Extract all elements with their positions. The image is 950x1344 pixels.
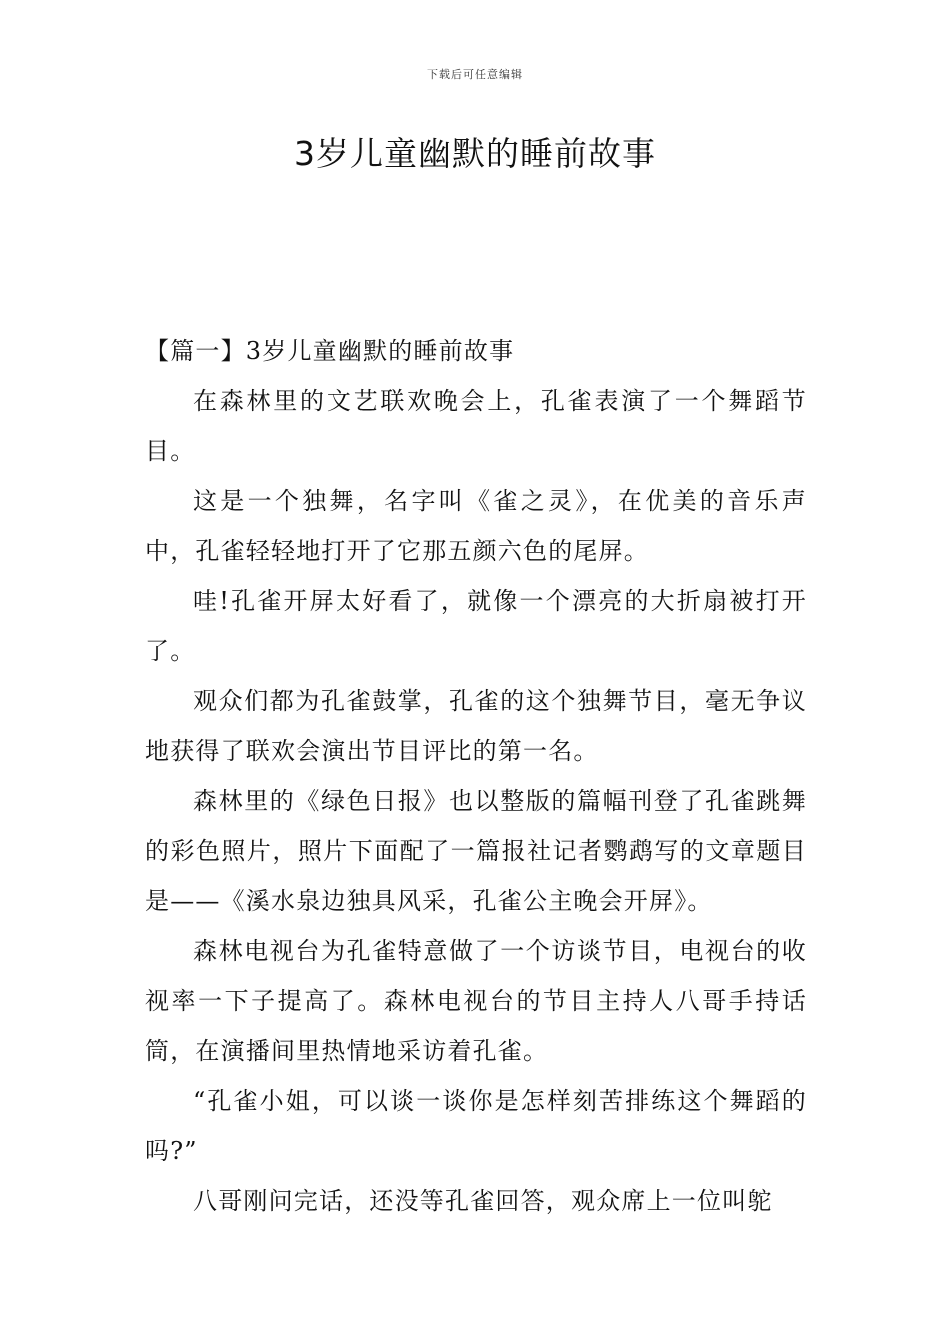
story-body — [145, 326, 807, 1226]
paragraph: 在森林里的文艺联欢晚会上，孔雀表演了一个舞蹈节目。 — [145, 387, 807, 465]
header-note: 下载后可任意编辑 — [427, 68, 523, 81]
paragraph: 这是一个独舞，名字叫《雀之灵》，在优美的音乐声中，孔雀轻轻地打开了它那五颜六色的尾屏。 — [145, 487, 807, 565]
section-heading: 【篇一】3岁儿童幽默的睡前故事 — [145, 337, 515, 365]
paragraph: 观众们都为孔雀鼓掌，孔雀的这个独舞节目，毫无争议地获得了联欢会演出节目评比的第一名。 — [145, 687, 807, 765]
paragraph: 森林电视台为孔雀特意做了一个访谈节目，电视台的收视率一下子提高了。森林电视台的节目主持人八哥手持话筒，在演播间里热情地采访着孔雀。 — [145, 937, 807, 1065]
paragraph: “孔雀小姐，可以谈一谈你是怎样刻苦排练这个舞蹈的吗?” — [145, 1087, 807, 1165]
paragraph: 八哥刚问完话，还没等孔雀回答，观众席上一位叫鸵 — [193, 1187, 773, 1215]
paragraph: 哇!孔雀开屏太好看了，就像一个漂亮的大折扇被打开了。 — [145, 587, 807, 665]
document-title: 3岁儿童幽默的睡前故事 — [294, 134, 656, 173]
paragraph: 森林里的《绿色日报》也以整版的篇幅刊登了孔雀跳舞的彩色照片，照片下面配了一篇报社记者鹦鹉写的文章题目是——《溪水泉边独具风采，孔雀公主晚会开屏》。 — [145, 787, 807, 915]
